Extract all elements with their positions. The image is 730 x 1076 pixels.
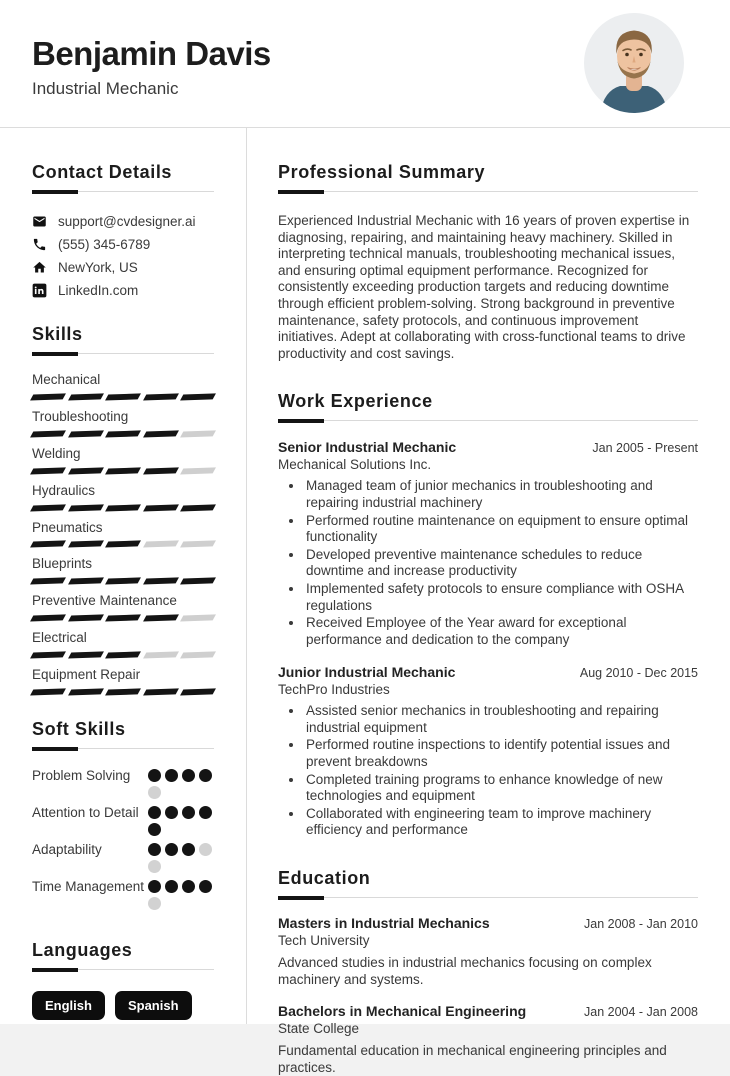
contact-text: support@cvdesigner.ai [58,214,196,229]
contact-list [32,214,214,298]
skill-item [32,556,214,584]
skill-bar-segment [143,688,178,695]
heading-underline [32,352,214,356]
skill-label: Pneumatics [32,519,103,535]
job-bullet: • Performed routine maintenance on equipment to ensure optimal functionality [304,513,698,546]
rating-dot [165,880,178,893]
skill-bar-segment [180,688,215,695]
rating-dot [165,769,178,782]
skill-bar-segment [180,467,215,474]
rating-dot [199,806,212,819]
rating-dot [199,769,212,782]
skill-bar-segment [143,393,178,400]
skill-bar [32,394,214,400]
skill-bar-segment [105,651,140,658]
skill-bar-segment [105,578,140,585]
skill-item [32,446,214,474]
skill-bar [32,431,214,437]
name-heading: Benjamin Davis [32,35,271,72]
rating-dot [148,843,161,856]
skill-bar [32,615,214,621]
skill-label: Troubleshooting [32,408,129,424]
soft-skills-list [32,767,214,910]
skill-bar-segment [180,393,215,400]
skill-bar-segment [143,541,178,548]
soft-skill-item [32,804,214,836]
content-columns [0,128,730,1075]
contact-text: NewYork, US [58,260,138,275]
rating-dots [148,767,220,799]
skill-bar-segment [180,541,215,548]
skill-bar-segment [105,615,140,622]
skill-bar-segment [105,541,140,548]
rating-dot [148,823,161,836]
skill-bar-segment [105,430,140,437]
languages-heading: Languages [32,939,133,960]
skill-bar-segment [30,541,65,548]
job-bullet: • Developed preventive maintenance schedules to reduce downtime and increase productivity [304,547,698,580]
heading-underline [278,419,698,423]
job-item [278,439,698,648]
skill-item [32,372,214,400]
education-header [278,1003,698,1019]
rating-dot [148,880,161,893]
job-bullet: • Managed team of junior mechanics in troubleshooting and repairing industrial machinery [304,478,698,511]
rating-dots [148,878,220,910]
soft-skill-label: Attention to Detail [32,804,139,820]
soft-skill-item [32,841,214,873]
contact-text: LinkedIn.com [58,283,139,298]
avatar-illustration [584,13,684,113]
education-date: Jan 2008 - Jan 2010 [584,917,698,932]
skill-bar [32,541,214,547]
rating-dot [148,897,161,910]
school-name: State College [278,1021,360,1037]
home-icon [32,260,47,275]
rating-dot [182,880,195,893]
skill-bar-segment [30,430,65,437]
languages-list [32,991,214,1021]
skill-bar [32,468,214,474]
job-date: Aug 2010 - Dec 2015 [579,666,698,681]
heading-underline [32,747,214,751]
skill-bar-segment [68,651,103,658]
skill-item [32,520,214,548]
rating-dot [165,806,178,819]
skill-bar-segment [30,688,65,695]
main-content [247,128,730,1075]
skill-bar-segment [180,430,215,437]
linkedin-icon [32,283,47,298]
job-date: Jan 2005 - Present [592,441,698,456]
skill-bar-segment [30,393,65,400]
contact-row [32,283,214,298]
skills-heading: Skills [32,324,83,344]
job-bullet: • Assisted senior mechanics in troubleshooting and repairing industrial equipment [304,703,698,736]
education-item [278,915,698,988]
experience-section [278,391,698,839]
soft-skill-item [32,878,214,910]
job-item [278,664,698,839]
contact-row [32,214,214,229]
education-description: Fundamental education in mechanical engineering principles and practices. [278,1043,667,1075]
skill-bar-segment [180,504,215,511]
skill-bar-segment [143,578,178,585]
job-company: TechPro Industries [278,682,390,698]
skill-bar-segment [105,504,140,511]
skill-bar-segment [68,688,103,695]
experience-heading: Work Experience [278,391,433,412]
skill-bar-segment [105,467,140,474]
envelope-icon [32,214,47,229]
rating-dot [165,843,178,856]
skill-bar-segment [68,615,103,622]
skill-bar-segment [68,541,103,548]
job-bullet: • Performed routine inspections to identify potential issues and prevent breakdowns [304,737,698,770]
language-pill: English [32,991,105,1021]
rating-dot [148,860,161,873]
heading-underline [32,190,214,194]
rating-dots [148,804,220,836]
rating-dot [199,843,212,856]
education-description: Advanced studies in industrial mechanics focusing on complex machinery and systems. [278,955,652,987]
rating-dot [148,769,161,782]
school-name: Tech University [278,933,370,949]
job-bullet: • Completed training programs to enhance knowledge of new technologies and equipment [304,772,698,805]
education-date: Jan 2004 - Jan 2008 [584,1005,698,1020]
job-title: Junior Industrial Mechanic [278,664,456,681]
soft-skill-label: Time Management [32,878,145,894]
skill-bar-segment [105,688,140,695]
heading-underline [32,968,214,972]
rating-dot [148,786,161,799]
rating-dot [182,806,195,819]
rating-dot [148,806,161,819]
phone-icon [32,237,47,252]
skill-bar-segment [180,651,215,658]
skill-bar-segment [30,651,65,658]
education-list [278,915,698,1076]
contact-text: (555) 345-6789 [58,237,151,252]
skill-item [32,667,214,695]
job-bullet: • Collaborated with engineering team to improve machinery efficiency and performance [304,806,698,839]
contact-row [32,260,214,275]
soft-skills-section [32,719,214,910]
skill-label: Equipment Repair [32,667,141,682]
skill-bar [32,578,214,584]
skill-bar-segment [68,467,103,474]
languages-section [32,940,214,1021]
skill-bar-segment [30,467,65,474]
portrait-photo [584,13,684,113]
skills-section [32,324,214,695]
soft-skills-heading: Soft Skills [32,718,126,739]
header [0,0,730,128]
skill-item [32,409,214,437]
job-title: Senior Industrial Mechanic [278,439,457,456]
skill-bar-segment [68,393,103,400]
skill-bar-segment [68,578,103,585]
rating-dot [182,769,195,782]
skill-bar-segment [143,467,178,474]
degree-title: Masters in Industrial Mechanics [278,915,490,932]
education-header [278,915,698,931]
heading-underline [278,896,698,900]
rating-dot [199,880,212,893]
skill-item [32,630,214,658]
skill-bar-segment [143,430,178,437]
job-bullet-list [278,478,698,648]
skill-label: Welding [32,445,81,461]
skill-bar-segment [30,504,65,511]
skill-bar-segment [30,615,65,622]
summary-heading: Professional Summary [278,162,486,182]
job-bullet: • Received Employee of the Year award for exceptional performance and dedication to the company [304,615,698,648]
job-bullet: • Implemented safety protocols to ensure compliance with OSHA regulations [304,581,698,614]
skill-bar-segment [143,651,178,658]
skills-list [32,372,214,695]
job-header [278,664,698,680]
skill-item [32,483,214,511]
skill-bar-segment [68,430,103,437]
skill-label: Electrical [32,630,87,646]
education-section [278,868,698,1076]
skill-bar-segment [143,615,178,622]
job-header [278,439,698,455]
skill-bar-segment [180,615,215,622]
skill-bar-segment [180,578,215,585]
skill-item [32,593,214,621]
skill-label: Blueprints [32,556,93,572]
skill-label: Hydraulics [32,482,96,498]
skill-label: Mechanical [32,372,101,387]
soft-skill-label: Adaptability [32,841,102,857]
skill-bar-segment [143,504,178,511]
soft-skill-label: Problem Solving [32,767,131,783]
contact-heading: Contact Details [32,162,173,182]
sidebar [0,128,247,1024]
degree-title: Bachelors in Mechanical Engineering [278,1003,527,1020]
job-title-subtitle: Industrial Mechanic [32,79,179,99]
contact-row [32,237,214,252]
skill-bar [32,652,214,658]
skill-bar-segment [105,393,140,400]
rating-dot [182,843,195,856]
skill-label: Preventive Maintenance [32,593,177,609]
summary-section [278,162,698,362]
job-company: Mechanical Solutions Inc. [278,457,432,473]
contact-section [32,162,214,298]
language-pill: Spanish [115,991,192,1021]
skill-bar-segment [68,504,103,511]
rating-dots [148,841,220,873]
education-heading: Education [278,868,371,889]
skill-bar-segment [30,578,65,585]
skill-bar [32,505,214,511]
jobs-list [278,439,698,839]
job-bullet-list [278,703,698,839]
education-item [278,1003,698,1076]
heading-underline [278,190,698,194]
soft-skill-item [32,767,214,799]
skill-bar [32,689,214,695]
summary-text: Experienced Industrial Mechanic with 16 years of proven expertise in diagnosing, repairing, and maintaining heavy machinery. Skilled in interpreting technical manuals, troubleshooting mechanical issues, and ensuring optimal equipment performance. Recognized for consistently exceeding production targets and reducing downtime through efficient problem-solving. Strong background in preventive maintenance, safety protocols, and continuous improvement initiatives. Adept at collaborating with cross-functional teams to drive productivity and cost savings. [278,213,690,361]
